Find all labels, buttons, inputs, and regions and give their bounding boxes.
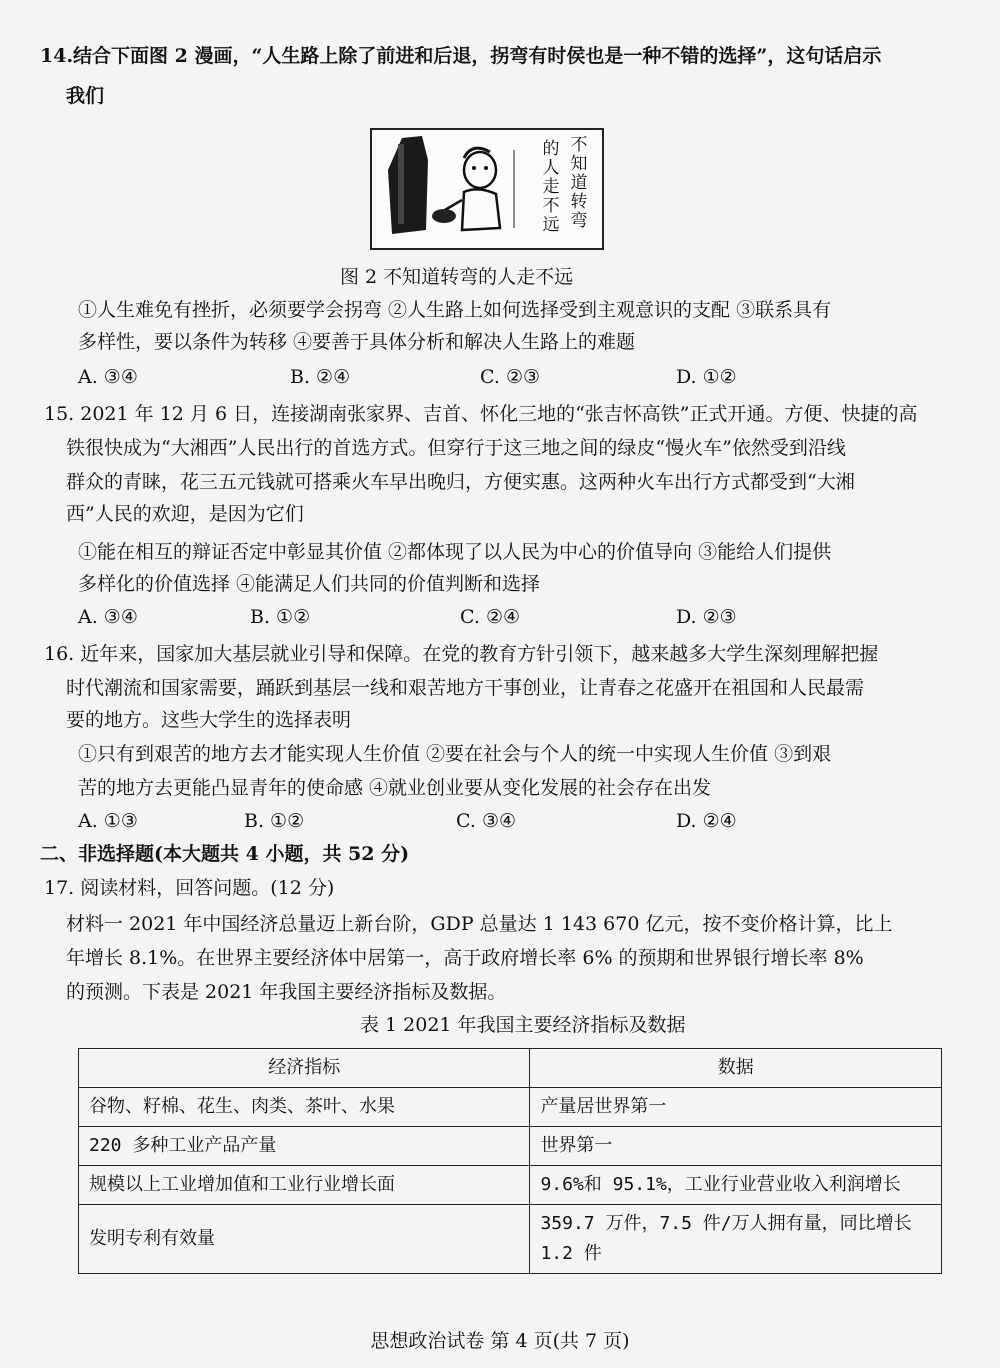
q17-material-line1: 材料一 2021 年中国经济总量迈上新台阶，GDP 总量达 1 143 670 亿元，按不变价格计算，比上	[66, 913, 893, 935]
q15-option-a: A. ③④	[78, 606, 138, 628]
q16-line2: 时代潮流和国家需要，踊跃到基层一线和艰苦地方干事创业，让青春之花盛开在祖国和人民最需	[66, 677, 865, 699]
q15-line3: 群众的青睐，花三五元钱就可搭乘火车早出晚归，方便实惠。这两种火车出行方式都受到“大湘	[66, 471, 855, 493]
q17-heading: 17. 阅读材料，回答问题。(12 分)	[44, 877, 335, 899]
table-row	[79, 1088, 942, 1127]
table-cell: 359.7 万件，7.5 件/万人拥有量，同比增长 1.2 件	[530, 1205, 942, 1274]
q16-option-b: B. ①②	[244, 810, 305, 832]
table-row	[79, 1166, 942, 1205]
q14-option-d: D. ①②	[676, 366, 737, 388]
q15-option-c: C. ②④	[460, 606, 521, 628]
q16-option-a: A. ①③	[78, 810, 138, 832]
q14-statements-line2: 多样性，要以条件为转移 ④要善于具体分析和解决人生路上的难题	[78, 331, 636, 353]
cartoon-text-col2: 的 人 走 不 远	[542, 139, 560, 235]
q17-material-line3: 的预测。下表是 2021 年我国主要经济指标及数据。	[66, 981, 507, 1003]
q14-option-b: B. ②④	[290, 366, 351, 388]
q16-statements-line2: 苦的地方去更能凸显青年的使命感 ④就业创业要从变化发展的社会存在出发	[78, 777, 712, 799]
table-row	[79, 1205, 942, 1274]
q15-option-d: D. ②③	[676, 606, 737, 628]
table-header: 数据	[530, 1049, 942, 1088]
table-cell: 发明专利有效量	[79, 1205, 530, 1274]
table-cell: 产量居世界第一	[530, 1088, 942, 1127]
table-caption: 表 1 2021 年我国主要经济指标及数据	[360, 1014, 686, 1036]
economic-indicators-table	[78, 1048, 942, 1274]
q14-line2: 我们	[66, 85, 105, 107]
page-footer: 思想政治试卷 第 4 页(共 7 页)	[370, 1330, 630, 1352]
q16-line1: 16. 近年来，国家加大基层就业引导和保障。在党的教育方针引领下，越来越多大学生深刻理解把握	[44, 643, 879, 665]
q16-statements-line1: ①只有到艰苦的地方去才能实现人生价值 ②要在社会与个人的统一中实现人生价值 ③到艰	[78, 743, 832, 765]
table-header: 经济指标	[79, 1049, 530, 1088]
section-heading: 二、非选择题(本大题共 4 小题，共 52 分)	[40, 843, 410, 865]
q14-option-a: A. ③④	[78, 366, 138, 388]
q14-line1: 14.结合下面图 2 漫画，“人生路上除了前进和后退，拐弯有时侯也是一种不错的选择”，这句话启示	[40, 45, 882, 67]
q16-line3: 要的地方。这些大学生的选择表明	[66, 709, 352, 731]
q14-option-c: C. ②③	[480, 366, 541, 388]
table-cell: 世界第一	[530, 1127, 942, 1166]
q15-line1: 15. 2021 年 12 月 6 日，连接湖南张家界、吉首、怀化三地的“张吉怀高铁”正式开通。方便、快捷的高	[44, 403, 918, 425]
cartoon-text-col1: 不 知 道 转 弯	[570, 135, 588, 231]
cartoon-figure	[370, 128, 604, 250]
q14-statements-line1: ①人生难免有挫折，必须要学会拐弯 ②人生路上如何选择受到主观意识的支配 ③联系具有	[78, 299, 832, 321]
table-cell: 谷物、籽棉、花生、肉类、茶叶、水果	[79, 1088, 530, 1127]
q17-material-line2: 年增长 8.1%。在世界主要经济体中居第一，高于政府增长率 6% 的预期和世界银行增长率 8%	[66, 947, 864, 969]
q15-option-b: B. ①②	[250, 606, 311, 628]
q16-option-d: D. ②④	[676, 810, 737, 832]
figure-caption: 图 2 不知道转弯的人走不远	[340, 266, 574, 288]
q15-line4: 西”人民的欢迎，是因为它们	[66, 503, 304, 525]
q16-option-c: C. ③④	[456, 810, 517, 832]
q15-line2: 铁很快成为“大湘西”人民出行的首选方式。但穿行于这三地之间的绿皮“慢火车”依然受到沿线	[66, 437, 846, 459]
table-cell: 220 多种工业产品产量	[79, 1127, 530, 1166]
table-cell: 9.6%和 95.1%，工业行业营业收入利润增长	[530, 1166, 942, 1205]
table-cell: 规模以上工业增加值和工业行业增长面	[79, 1166, 530, 1205]
q15-statements-line1: ①能在相互的辩证否定中彰显其价值 ②都体现了以人民为中心的价值导向 ③能给人们提供	[78, 541, 832, 563]
table-row	[79, 1127, 942, 1166]
q15-statements-line2: 多样化的价值选择 ④能满足人们共同的价值判断和选择	[78, 573, 541, 595]
table-header-row	[79, 1049, 942, 1088]
